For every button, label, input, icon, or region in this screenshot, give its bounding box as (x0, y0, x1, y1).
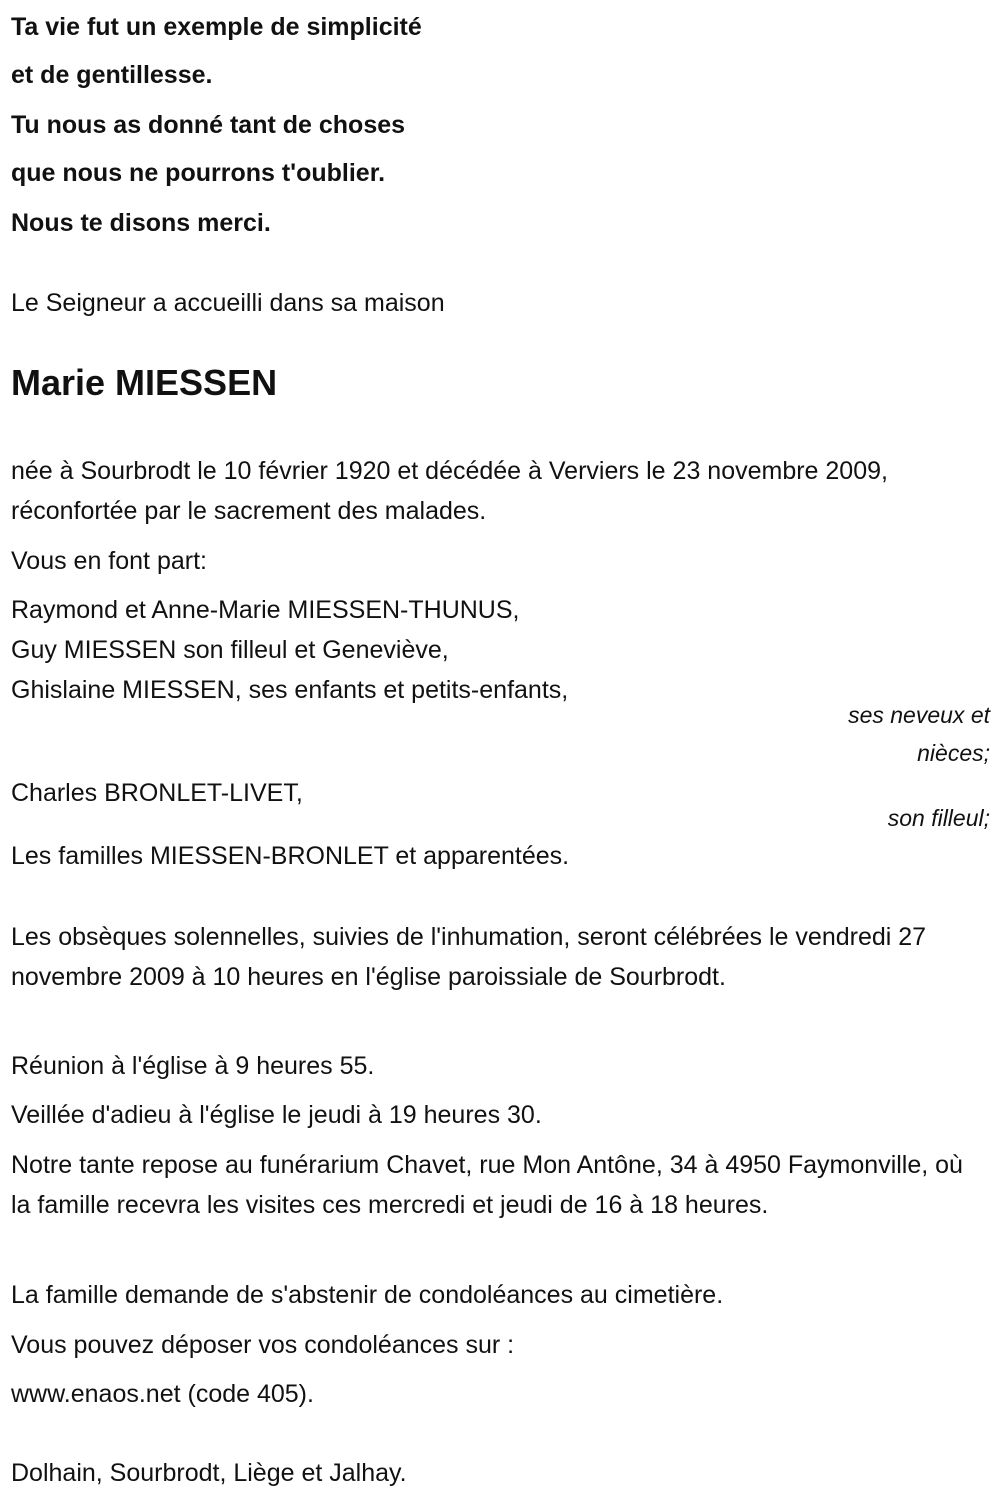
funeral-text: Les obsèques solennelles, suivies de l'inhumation, seront célébrées le vendredi 27 novembre 2009 à 10 heures en l'église paroissiale de Sourbrodt. (11, 923, 927, 991)
family-line: Ghislaine MIESSEN, ses enfants et petits-enfants, (11, 676, 569, 704)
godson-text: son filleul; (887, 805, 990, 831)
vigil-text: Veillée d'adieu à l'église le jeudi à 19 heures 30. (11, 1101, 542, 1129)
nephews-text: ses neveux et (848, 702, 990, 728)
poem-line: Ta vie fut un exemple de simplicité (11, 13, 422, 41)
website-link[interactable]: www.enaos.net (code 405). (11, 1380, 314, 1408)
families-text: Les familles MIESSEN-BRONLET et apparentées. (11, 842, 570, 870)
poem-line: que nous ne pourrons t'oublier. (11, 159, 386, 187)
places-text: Dolhain, Sourbrodt, Liège et Jalhay. (11, 1459, 407, 1487)
poem-line: Nous te disons merci. (11, 209, 271, 237)
charles-text: Charles BRONLET-LIVET, (11, 779, 303, 807)
deceased-name: Marie MIESSEN (11, 362, 278, 403)
condolences-text: Vous pouvez déposer vos condoléances sur : (11, 1331, 515, 1359)
nephews-text: nièces; (917, 740, 990, 766)
intro-text: Le Seigneur a accueilli dans sa maison (11, 289, 445, 317)
poem-line: Tu nous as donné tant de choses (11, 111, 406, 139)
family-line: Raymond et Anne-Marie MIESSEN-THUNUS, (11, 596, 520, 624)
rest-text: Notre tante repose au funérarium Chavet, rue Mon Antône, 34 à 4950 Faymonville, où la famille recevra les visites ces mercredi et jeudi de 16 à 18 heures. (11, 1151, 963, 1219)
meeting-text: Réunion à l'église à 9 heures 55. (11, 1052, 375, 1080)
request-text: La famille demande de s'abstenir de condoléances au cimetière. (11, 1281, 724, 1309)
birth-death-text: née à Sourbrodt le 10 février 1920 et décédée à Verviers le 23 novembre 2009, réconfortée par le sacrement des malades. (11, 457, 888, 525)
announce-text: Vous en font part: (11, 547, 207, 575)
poem-line: et de gentillesse. (11, 61, 213, 89)
family-line: Guy MIESSEN son filleul et Geneviève, (11, 636, 449, 664)
